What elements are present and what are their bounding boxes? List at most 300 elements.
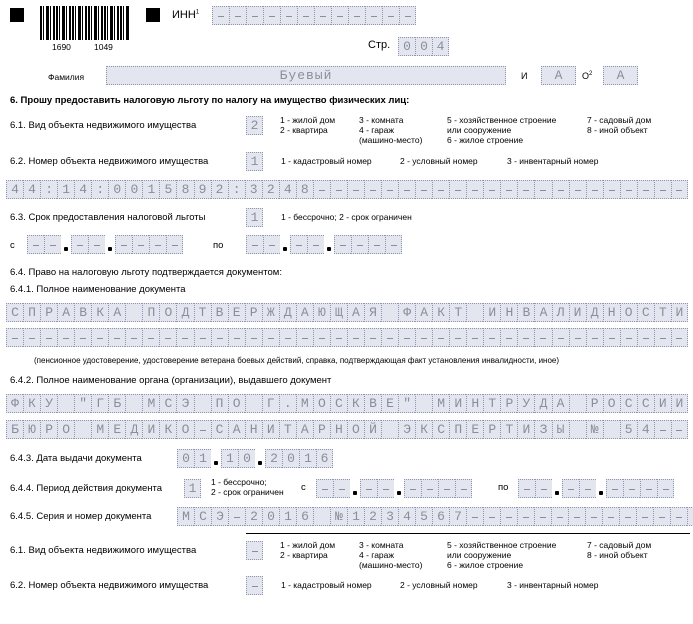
char-cell: 5: [159, 180, 176, 199]
char-cell: [569, 394, 586, 413]
term-from-date[interactable]: [27, 235, 183, 254]
char-cell: Д: [586, 303, 603, 322]
char-cell: 0: [125, 180, 142, 199]
char-cell: Э: [398, 420, 415, 439]
validity-period-field[interactable]: [184, 479, 201, 498]
char-cell: 6: [432, 507, 449, 526]
char-cell: О: [313, 394, 330, 413]
char-cell: [438, 479, 455, 498]
char-cell: [382, 6, 399, 25]
char-cell: [534, 507, 551, 526]
name-initial-field[interactable]: А: [541, 66, 576, 85]
date-separator: [255, 449, 265, 468]
char-cell: О: [603, 394, 620, 413]
char-cell: [316, 479, 333, 498]
barcode: [40, 6, 130, 40]
char-cell: В: [517, 303, 534, 322]
char-cell: [330, 328, 347, 347]
char-cell: А: [552, 394, 569, 413]
char-cell: [404, 479, 421, 498]
char-cell: :: [40, 180, 57, 199]
char-cell: [142, 328, 159, 347]
char-cell: И: [671, 394, 688, 413]
option-line: 2 - квартира: [280, 125, 328, 135]
char-cell: [653, 507, 670, 526]
validity-from-date[interactable]: [316, 479, 472, 498]
char-cell: [620, 328, 637, 347]
char-cell: 4: [398, 507, 415, 526]
char-cell: [534, 328, 551, 347]
char-cell: 1: [57, 180, 74, 199]
char-cell: И: [262, 420, 279, 439]
surname-label: Фамилия: [48, 72, 85, 82]
char-cell: [108, 328, 125, 347]
option-line: (машино-место): [359, 560, 423, 570]
object-type-options-col4: [587, 115, 651, 135]
barcode-number-right: 1049: [94, 42, 113, 52]
char-cell: О: [57, 420, 74, 439]
char-cell: [637, 180, 654, 199]
char-cell: Г: [91, 394, 108, 413]
char-cell: К: [23, 394, 40, 413]
char-cell: С: [432, 420, 449, 439]
char-cell: [364, 180, 381, 199]
page-label: Стр.: [368, 39, 391, 51]
char-cell: Т: [449, 303, 466, 322]
issuer-row-1[interactable]: [6, 394, 688, 413]
char-cell: А: [296, 303, 313, 322]
char-cell: [74, 420, 91, 439]
char-cell: :: [91, 180, 108, 199]
corner-marker-left: [10, 8, 24, 22]
char-cell: [364, 328, 381, 347]
object-number-type-label: 6.2. Номер объекта недвижимого имущества: [10, 156, 209, 167]
document-section-title: 6.4. Право на налоговую льготу подтверждается документом:: [10, 267, 282, 278]
char-cell: Р: [586, 394, 603, 413]
char-cell: [619, 507, 636, 526]
char-cell: 2: [265, 449, 282, 468]
char-cell: Т: [279, 420, 296, 439]
char-cell: 0: [282, 449, 299, 468]
option-line: 4 - гараж: [359, 125, 395, 135]
char-cell: 4: [74, 180, 91, 199]
char-cell: [466, 180, 483, 199]
char-cell: [6, 328, 23, 347]
char-cell: [334, 235, 351, 254]
object-type-options-2-col3: [447, 540, 556, 570]
object-type-label-2: 6.1. Вид объекта недвижимого имущества: [10, 545, 197, 556]
char-cell: 2: [246, 116, 263, 135]
date-separator: [211, 449, 221, 468]
char-cell: Э: [176, 394, 193, 413]
char-cell: И: [569, 303, 586, 322]
date-separator: [596, 479, 606, 498]
char-cell: Е: [228, 303, 245, 322]
char-cell: А: [347, 303, 364, 322]
char-cell: [27, 235, 44, 254]
char-cell: Г: [262, 394, 279, 413]
char-cell: [552, 328, 569, 347]
option-line: 3 - комната: [359, 540, 404, 550]
char-cell: [670, 507, 687, 526]
char-cell: 4: [23, 180, 40, 199]
term-to-label: по: [213, 240, 224, 251]
char-cell: [279, 328, 296, 347]
char-cell: 2: [245, 507, 262, 526]
char-cell: [245, 394, 262, 413]
char-cell: [313, 507, 330, 526]
section-6-title: 6. Прошу предоставить налоговую льготу по налогу на имущество физических лиц:: [10, 95, 410, 106]
char-cell: [307, 235, 324, 254]
char-cell: 0: [238, 449, 255, 468]
char-cell: [620, 180, 637, 199]
char-cell: О: [347, 420, 364, 439]
char-cell: [314, 6, 331, 25]
char-cell: 4: [6, 180, 23, 199]
char-cell: 8: [296, 180, 313, 199]
date-separator: [61, 235, 71, 254]
char-cell: [176, 328, 193, 347]
char-cell: П: [449, 420, 466, 439]
char-cell: Н: [330, 420, 347, 439]
char-cell: В: [74, 303, 91, 322]
char-cell: [166, 235, 183, 254]
char-cell: К: [91, 303, 108, 322]
char-cell: Т: [500, 420, 517, 439]
char-cell: 1: [246, 208, 263, 227]
char-cell: Р: [40, 303, 57, 322]
char-cell: 3: [381, 507, 398, 526]
char-cell: 0: [415, 37, 432, 56]
char-cell: 6: [296, 507, 313, 526]
char-cell: А: [534, 303, 551, 322]
char-cell: В: [364, 394, 381, 413]
option-line: 1 - жилой дом: [280, 540, 336, 550]
char-cell: [483, 507, 500, 526]
option-line: 5 - хозяйственное строение: [447, 115, 557, 125]
issuer-row-2[interactable]: [6, 420, 688, 439]
char-cell: Щ: [330, 303, 347, 322]
char-cell: [654, 328, 671, 347]
option-line: 2 - срок ограничен: [211, 487, 284, 497]
patronymic-initial-field[interactable]: А: [603, 66, 638, 85]
char-cell: [297, 6, 314, 25]
char-cell: О: [228, 394, 245, 413]
char-cell: 1: [347, 507, 364, 526]
char-cell: Т: [654, 303, 671, 322]
char-cell: [149, 235, 166, 254]
option-line: 1 - жилой дом: [280, 115, 336, 125]
date-separator: [394, 479, 404, 498]
char-cell: [263, 235, 280, 254]
char-cell: Н: [500, 303, 517, 322]
char-cell: [637, 328, 654, 347]
char-cell: [671, 328, 688, 347]
name-initial-label: И: [521, 71, 528, 81]
term-field[interactable]: [246, 208, 263, 227]
char-cell: [432, 180, 449, 199]
char-cell: [91, 328, 108, 347]
surname-field[interactable]: Буевый: [106, 66, 506, 85]
date-separator: [350, 479, 360, 498]
char-cell: З: [534, 420, 551, 439]
char-cell: [228, 328, 245, 347]
char-cell: [296, 328, 313, 347]
char-cell: 0: [177, 449, 194, 468]
char-cell: [399, 6, 416, 25]
object-number-type-field-2[interactable]: [246, 576, 263, 595]
char-cell: М: [142, 394, 159, 413]
char-cell: О: [159, 303, 176, 322]
char-cell: [313, 328, 330, 347]
char-cell: Д: [176, 303, 193, 322]
char-cell: [132, 235, 149, 254]
char-cell: [381, 180, 398, 199]
char-cell: [579, 479, 596, 498]
option-line: 7 - садовый дом: [587, 540, 652, 550]
issue-date-label: 6.4.3. Дата выдачи документа: [10, 453, 142, 464]
char-cell: П: [23, 303, 40, 322]
validity-to-date[interactable]: [518, 479, 674, 498]
char-cell: [194, 420, 211, 439]
char-cell: А: [57, 303, 74, 322]
object-type-field[interactable]: [246, 116, 263, 135]
option-line: 4 - гараж: [359, 550, 395, 560]
char-cell: У: [517, 394, 534, 413]
document-name-row-1[interactable]: [6, 303, 688, 322]
char-cell: [671, 420, 688, 439]
char-cell: [500, 507, 517, 526]
object-number-field[interactable]: [6, 180, 688, 199]
char-cell: [348, 6, 365, 25]
char-cell: М: [177, 507, 194, 526]
date-separator: [552, 479, 562, 498]
document-name-row-2[interactable]: [6, 328, 688, 347]
char-cell: Ы: [552, 420, 569, 439]
date-separator: [280, 235, 290, 254]
number-option-3: 3 - инвентарный номер: [507, 156, 599, 166]
char-cell: 0: [398, 37, 415, 56]
char-cell: [211, 328, 228, 347]
char-cell: [194, 328, 211, 347]
char-cell: 8: [176, 180, 193, 199]
char-cell: [23, 328, 40, 347]
char-cell: К: [159, 420, 176, 439]
char-cell: [455, 479, 472, 498]
object-type-options-2-col2: [359, 540, 422, 570]
term-from-label: с: [10, 240, 15, 251]
validity-period-options: [211, 477, 284, 497]
char-cell: [483, 328, 500, 347]
char-cell: [640, 479, 657, 498]
char-cell: Н: [245, 420, 262, 439]
char-cell: ": [398, 394, 415, 413]
term-options: 1 - бессрочно; 2 - срок ограничен: [281, 212, 412, 222]
char-cell: А: [108, 303, 125, 322]
char-cell: [654, 180, 671, 199]
char-cell: [535, 479, 552, 498]
char-cell: 1: [279, 507, 296, 526]
char-cell: Б: [6, 420, 23, 439]
term-label: 6.3. Срок предоставления налоговой льготы: [10, 212, 206, 223]
object-type-options-2-col4: [587, 540, 651, 560]
char-cell: М: [432, 394, 449, 413]
object-type-options-col3: [447, 115, 556, 145]
char-cell: К: [347, 394, 364, 413]
term-to-date[interactable]: [246, 235, 402, 254]
char-cell: Р: [40, 420, 57, 439]
char-cell: Е: [381, 394, 398, 413]
char-cell: [246, 235, 263, 254]
date-separator: [324, 235, 334, 254]
char-cell: ": [74, 394, 91, 413]
char-cell: [551, 507, 568, 526]
char-cell: [603, 180, 620, 199]
number-option-2: 2 - условный номер: [400, 156, 478, 166]
char-cell: [381, 303, 398, 322]
char-cell: С: [159, 394, 176, 413]
char-cell: [517, 328, 534, 347]
char-cell: [347, 180, 364, 199]
char-cell: О: [620, 303, 637, 322]
char-cell: [517, 507, 534, 526]
char-cell: Р: [245, 303, 262, 322]
char-cell: 4: [279, 180, 296, 199]
char-cell: [398, 328, 415, 347]
char-cell: [449, 328, 466, 347]
char-cell: [115, 235, 132, 254]
issue-date-field[interactable]: [177, 449, 333, 468]
object-type-field-2[interactable]: [246, 541, 263, 560]
char-cell: [125, 303, 142, 322]
char-cell: Ф: [6, 394, 23, 413]
corner-marker-right: [146, 8, 160, 22]
block-divider: [246, 533, 690, 534]
validity-period-label: 6.4.4. Период действия документа: [10, 483, 163, 494]
char-cell: [159, 328, 176, 347]
char-cell: 1: [142, 180, 159, 199]
char-cell: Ю: [23, 420, 40, 439]
char-cell: К: [432, 303, 449, 322]
char-cell: К: [415, 420, 432, 439]
char-cell: 4: [432, 37, 449, 56]
char-cell: О: [176, 420, 193, 439]
char-cell: Л: [552, 303, 569, 322]
series-number-label: 6.4.5. Серия и номер документа: [10, 511, 152, 522]
char-cell: П: [142, 303, 159, 322]
char-cell: И: [517, 420, 534, 439]
char-cell: И: [671, 303, 688, 322]
option-line: 3 - комната: [359, 115, 404, 125]
option-line: 8 - иной объект: [587, 125, 648, 135]
option-line: (машино-место): [359, 135, 423, 145]
option-line: 8 - иной объект: [587, 550, 648, 560]
char-cell: [415, 328, 432, 347]
char-cell: [421, 479, 438, 498]
char-cell: С: [637, 394, 654, 413]
char-cell: 0: [108, 180, 125, 199]
char-cell: Ю: [313, 303, 330, 322]
validity-to-label: по: [498, 482, 509, 493]
char-cell: С: [330, 394, 347, 413]
page-number-field[interactable]: [398, 37, 449, 56]
char-cell: А: [296, 420, 313, 439]
issuer-label: 6.4.2. Полное наименование органа (организации), выдавшего документ: [10, 375, 332, 386]
char-cell: С: [620, 394, 637, 413]
char-cell: [603, 420, 620, 439]
object-number-type-field[interactable]: [246, 152, 263, 171]
char-cell: [500, 180, 517, 199]
char-cell: Н: [603, 303, 620, 322]
option-line: 7 - садовый дом: [587, 115, 652, 125]
char-cell: С: [637, 303, 654, 322]
char-cell: 5: [620, 420, 637, 439]
char-cell: Е: [108, 420, 125, 439]
char-cell: И: [449, 394, 466, 413]
number-option-2-1: 1 - кадастровый номер: [281, 580, 372, 590]
char-cell: 1: [184, 479, 201, 498]
char-cell: [466, 507, 483, 526]
char-cell: [194, 394, 211, 413]
char-cell: [347, 328, 364, 347]
char-cell: И: [142, 420, 159, 439]
char-cell: [586, 180, 603, 199]
char-cell: [552, 180, 569, 199]
object-number-type-label-2: 6.2. Номер объекта недвижимого имущества: [10, 580, 209, 591]
option-line: или сооружение: [447, 550, 512, 560]
char-cell: [262, 328, 279, 347]
char-cell: 4: [637, 420, 654, 439]
char-cell: [517, 180, 534, 199]
series-number-field[interactable]: [177, 507, 693, 526]
char-cell: Б: [108, 394, 125, 413]
char-cell: Р: [483, 420, 500, 439]
char-cell: Т: [194, 303, 211, 322]
char-cell: [562, 479, 579, 498]
char-cell: Д: [125, 420, 142, 439]
char-cell: П: [211, 394, 228, 413]
char-cell: [636, 507, 653, 526]
option-line: 6 - жилое строение: [447, 135, 524, 145]
char-cell: [365, 6, 382, 25]
char-cell: [603, 328, 620, 347]
inn-label: ИНН$^1$: [172, 9, 200, 21]
char-cell: Ж: [262, 303, 279, 322]
option-line: 2 - квартира: [280, 550, 328, 560]
object-type-label: 6.1. Вид объекта недвижимого имущества: [10, 120, 197, 131]
char-cell: И: [483, 303, 500, 322]
char-cell: М: [91, 420, 108, 439]
validity-from-label: с: [301, 482, 306, 493]
char-cell: А: [228, 420, 245, 439]
inn-field[interactable]: [212, 6, 416, 25]
char-cell: [57, 394, 74, 413]
char-cell: [368, 235, 385, 254]
object-type-options-2-col1: [280, 540, 335, 560]
char-cell: [415, 180, 432, 199]
char-cell: Э: [211, 507, 228, 526]
object-type-options-col1: [280, 115, 335, 135]
number-option-2-3: 3 - инвентарный номер: [507, 580, 599, 590]
char-cell: М: [296, 394, 313, 413]
char-cell: №: [586, 420, 603, 439]
char-cell: [57, 328, 74, 347]
char-cell: [568, 507, 585, 526]
char-cell: Ф: [398, 303, 415, 322]
char-cell: Т: [483, 394, 500, 413]
option-line: 1 - бессрочно;: [211, 477, 267, 487]
char-cell: [381, 420, 398, 439]
